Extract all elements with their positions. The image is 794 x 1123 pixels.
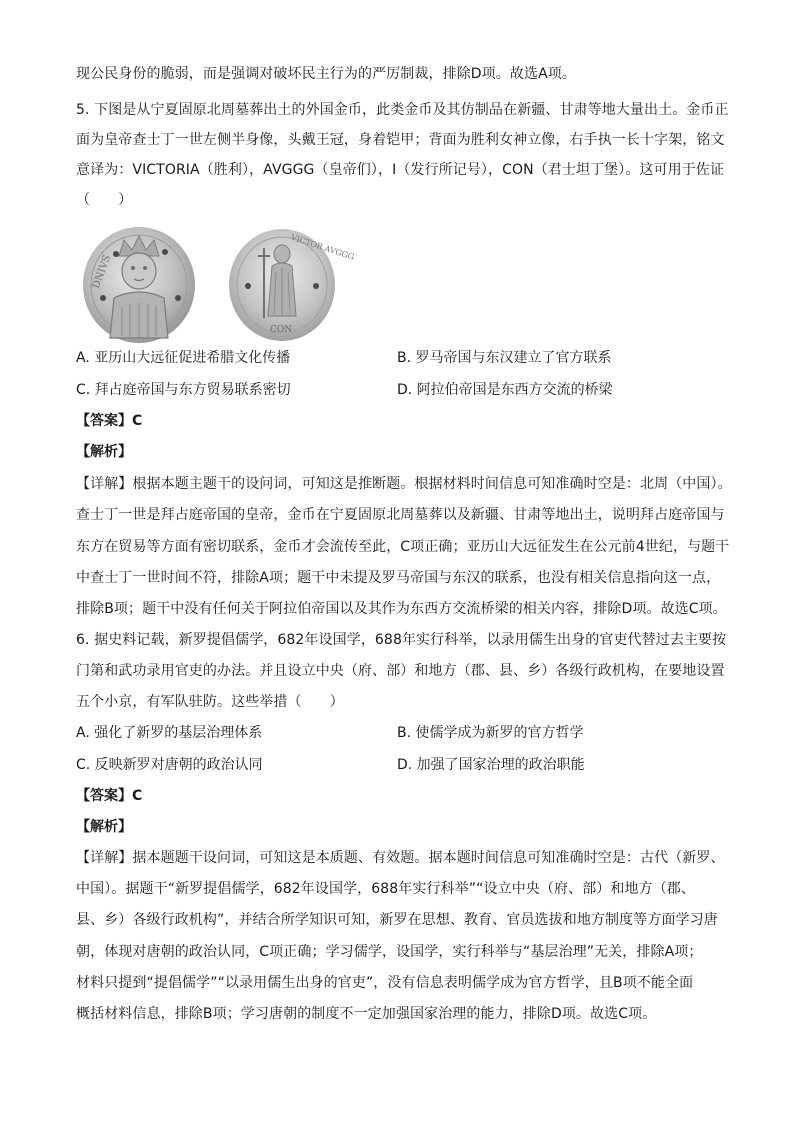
coin-obverse-image <box>82 226 196 344</box>
q6-detail-line-2: 中国）。据题干“新罗提倡儒学，682年设国学，688年实行科举”“设立中央（府、部）和地方（郡、 <box>76 881 695 897</box>
q5-option-d: D. 阿拉伯帝国是东西方交流的桥梁 <box>397 382 613 398</box>
coin-obverse-legend: DNIVS <box>90 253 114 291</box>
q6-detail-line-6: 概括材料信息，排除B项；学习唐朝的制度不一定加强国家治理的能力，排除D项。故选C项。 <box>76 1006 657 1022</box>
q5-analysis-label: 【解析】 <box>76 444 132 460</box>
q5-option-b: B. 罗马帝国与东汉建立了官方联系 <box>397 350 612 366</box>
q6-answer-label: 【答案】C <box>76 788 143 804</box>
coin-exergue-legend: CON <box>270 325 293 335</box>
q6-detail-line-4: 朝，体现对唐朝的政治认同，C项正确；学习儒学，设国学，实行科举与“基层治理”无关，排除A项； <box>76 944 703 960</box>
q6-option-b: B. 使儒学成为新罗的官方哲学 <box>397 725 584 741</box>
q5-answer-label: 【答案】C <box>76 413 143 429</box>
q5-stem-line-3: 意译为：VICTORIA（胜利），AVGGG（皇帝们），I（发行所记号），CON（君士坦丁堡）。这可用于佐证 <box>76 162 725 178</box>
q5-detail-line-1: 【详解】根据本题主题干的设问词，可知这是推断题。根据材料时间信息可知准确时空是：北周（中国）。 <box>76 476 732 492</box>
q5-detail-line-3: 东方在贸易等方面有密切联系，金币才会流传至此，C项正确；亚历山大远征发生在公元前4世纪，与题干 <box>76 539 730 555</box>
q5-stem-line-1: 5. 下图是从宁夏固原北周墓葬出土的外国金币，此类金币及其仿制品在新疆、甘肃等地大量出土。金币正 <box>76 102 729 118</box>
q6-detail-line-5: 材料只提到“提倡儒学”“以录用儒生出身的官吏”，没有信息表明儒学成为官方哲学，且B项不能全面 <box>76 975 694 991</box>
q5-option-c: C. 拜占庭帝国与东方贸易联系密切 <box>76 382 291 398</box>
q5-stem-line-2: 面为皇帝查士丁一世左侧半身像，头戴王冠，身着铠甲；背面为胜利女神立像，右手执一长十字架，铭文 <box>76 132 725 148</box>
q5-detail-line-5: 排除B项；题干中没有任何关于阿拉伯帝国以及其作为东西方交流桥梁的相关内容，排除D项。故选C项。 <box>76 601 727 617</box>
q6-analysis-label: 【解析】 <box>76 819 132 835</box>
q6-stem-line-1: 6. 据史料记载，新罗提倡儒学，682年设国学，688年实行科举，以录用儒生出身的官吏代替过去主要按 <box>76 632 727 648</box>
q6-stem-line-2: 门第和武功录用官吏的办法。并且设立中央（府、部）和地方（郡、县、乡）各级行政机构，在要地设置 <box>76 663 725 679</box>
q5-option-a: A. 亚历山大远征促进希腊文化传播 <box>76 350 291 366</box>
q5-detail-line-4: 中查士丁一世时间不符，排除A项；题干中未提及罗马帝国与东汉的联系，也没有相关信息指向这一点， <box>76 570 721 586</box>
q5-detail-line-2: 查士丁一世是拜占庭帝国的皇帝，金币在宁夏固原北周墓葬以及新疆、甘肃等地出土，说明拜占庭帝国与 <box>76 507 725 523</box>
q6-detail-line-1: 【详解】据本题题干设问词，可知这是本质题、有效题。据本题时间信息可知准确时空是：古代（新罗、 <box>76 850 725 866</box>
q6-detail-line-3: 县、乡）各级行政机构”，并结合所学知识可知，新罗在思想、教育、官员选拔和地方制度等方面学习唐 <box>76 912 718 928</box>
q6-stem-line-3: 五个小京，有军队驻防。这些举措（ ） <box>76 694 344 710</box>
q6-option-d: D. 加强了国家治理的政治职能 <box>397 757 585 773</box>
q5-stem-line-4: （ ） <box>76 192 133 208</box>
coin-reverse-legend: VICTOR AVGGG <box>289 232 356 262</box>
coin-reverse-image <box>228 228 356 342</box>
intro-tail-text: 现公民身份的脆弱，而是强调对破坏民主行为的严厉制裁，排除D项。故选A项。 <box>76 66 576 82</box>
q6-option-c: C. 反映新罗对唐朝的政治认同 <box>76 757 263 773</box>
q6-option-a: A. 强化了新罗的基层治理体系 <box>76 725 263 741</box>
